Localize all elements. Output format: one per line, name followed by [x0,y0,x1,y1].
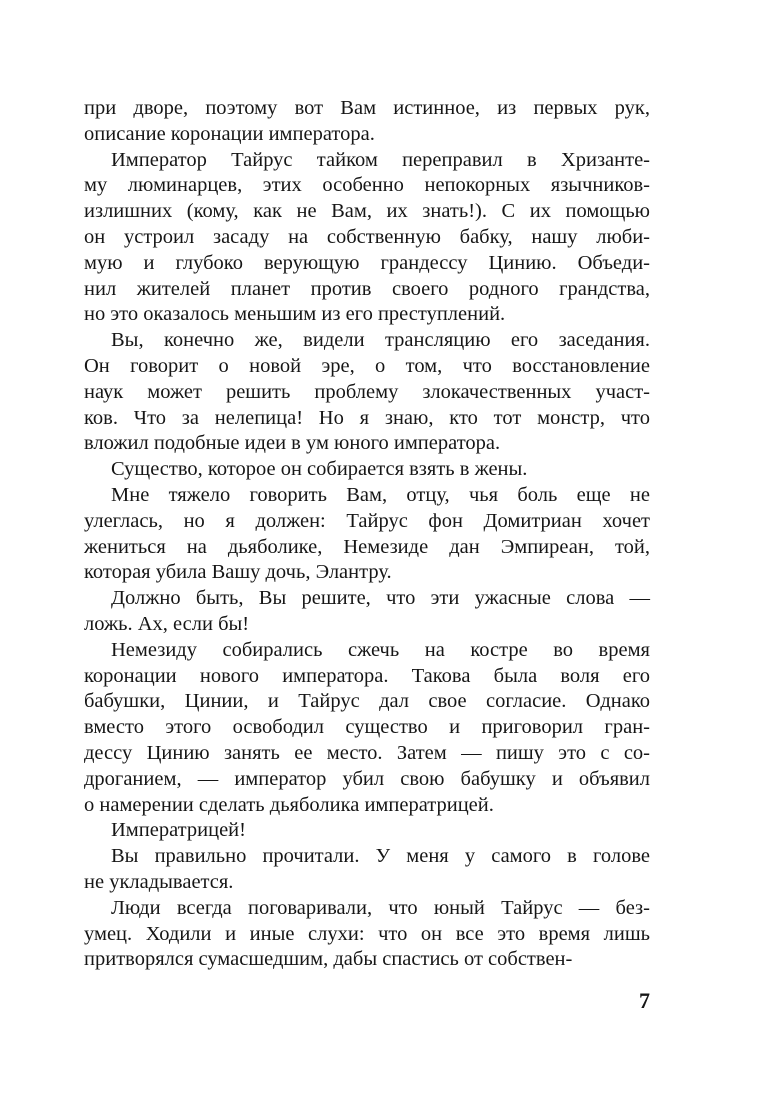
text-line: умец. Ходили и иные слухи: что он все это время лишь [84,922,650,945]
text-line: дроганием, — император убил свою бабушку и объявил [84,767,650,790]
text-line: вместо этого освободил существо и приговорил гран- [84,716,650,739]
text-line: бабушки, Цинии, и Тайрус дал свое согласие. Однако [84,690,650,713]
text-line: Император Тайрус тайком переправил в Хризанте- [111,148,650,171]
text-line: излишних (кому, как не Вам, их знать!). С их помощью [84,200,650,223]
text-line: дессу Цинию занять ее место. Затем — пишу это с со- [84,741,650,764]
text-line: мую и глубоко верующую грандессу Цинию. Объеди- [84,251,650,274]
text-line: Мне тяжело говорить Вам, отцу, чья боль еще не [111,483,650,506]
text-line: при дворе, поэтому вот Вам истинное, из первых рук, [84,97,650,119]
text-line: Немезиду собирались сжечь на костре во время [111,638,650,661]
text-line: нил жителей планет против своего родного грандства, [84,277,650,300]
text-line: Существо, которое он собирается взять в жены. [111,458,528,481]
text-line: Вы, конечно же, видели трансляцию его заседания. [111,329,650,352]
text-line: ков. Что за нелепица! Но я знаю, кто тот монстр, что [84,406,650,429]
text-line: притворялся сумасшедшим, дабы спастись от собствен- [84,948,573,971]
text-line: наук может решить проблему злокачественных участ- [84,380,650,403]
text-line: му люминарцев, этих особенно непокорных язычников- [84,174,650,197]
text-line: Вы правильно прочитали. У меня у самого в голове [111,845,650,868]
text-line: Императрицей! [111,819,246,842]
text-line: описание коронации императора. [84,122,375,145]
page-number: 7 [639,988,650,1013]
text-line: которая убила Вашу дочь, Элантру. [84,561,392,584]
text-line: улеглась, но я должен: Тайрус фон Домитриан хочет [84,509,650,532]
text-line: не укладывается. [84,870,234,893]
text-line: коронации нового императора. Такова была воля его [84,664,650,687]
text-line: Люди всегда поговаривали, что юный Тайрус — без- [111,896,650,919]
text-block [84,96,650,973]
text-line: о намерении сделать дьяболика императрицей. [84,793,494,816]
text-line: но это оказалось меньшим из его преступлений. [84,303,506,326]
text-line: вложил подобные идеи в ум юного императора. [84,432,501,455]
text-line: Должно быть, Вы решите, что эти ужасные слова — [111,587,650,610]
text-line: жениться на дьяболике, Немезиде дан Эмпиреан, той, [84,535,650,558]
text-line: ложь. Ах, если бы! [84,612,250,635]
text-line: Он говорит о новой эре, о том, что восстановление [84,354,650,377]
text-line: он устроил засаду на собственную бабку, нашу люби- [84,225,650,248]
